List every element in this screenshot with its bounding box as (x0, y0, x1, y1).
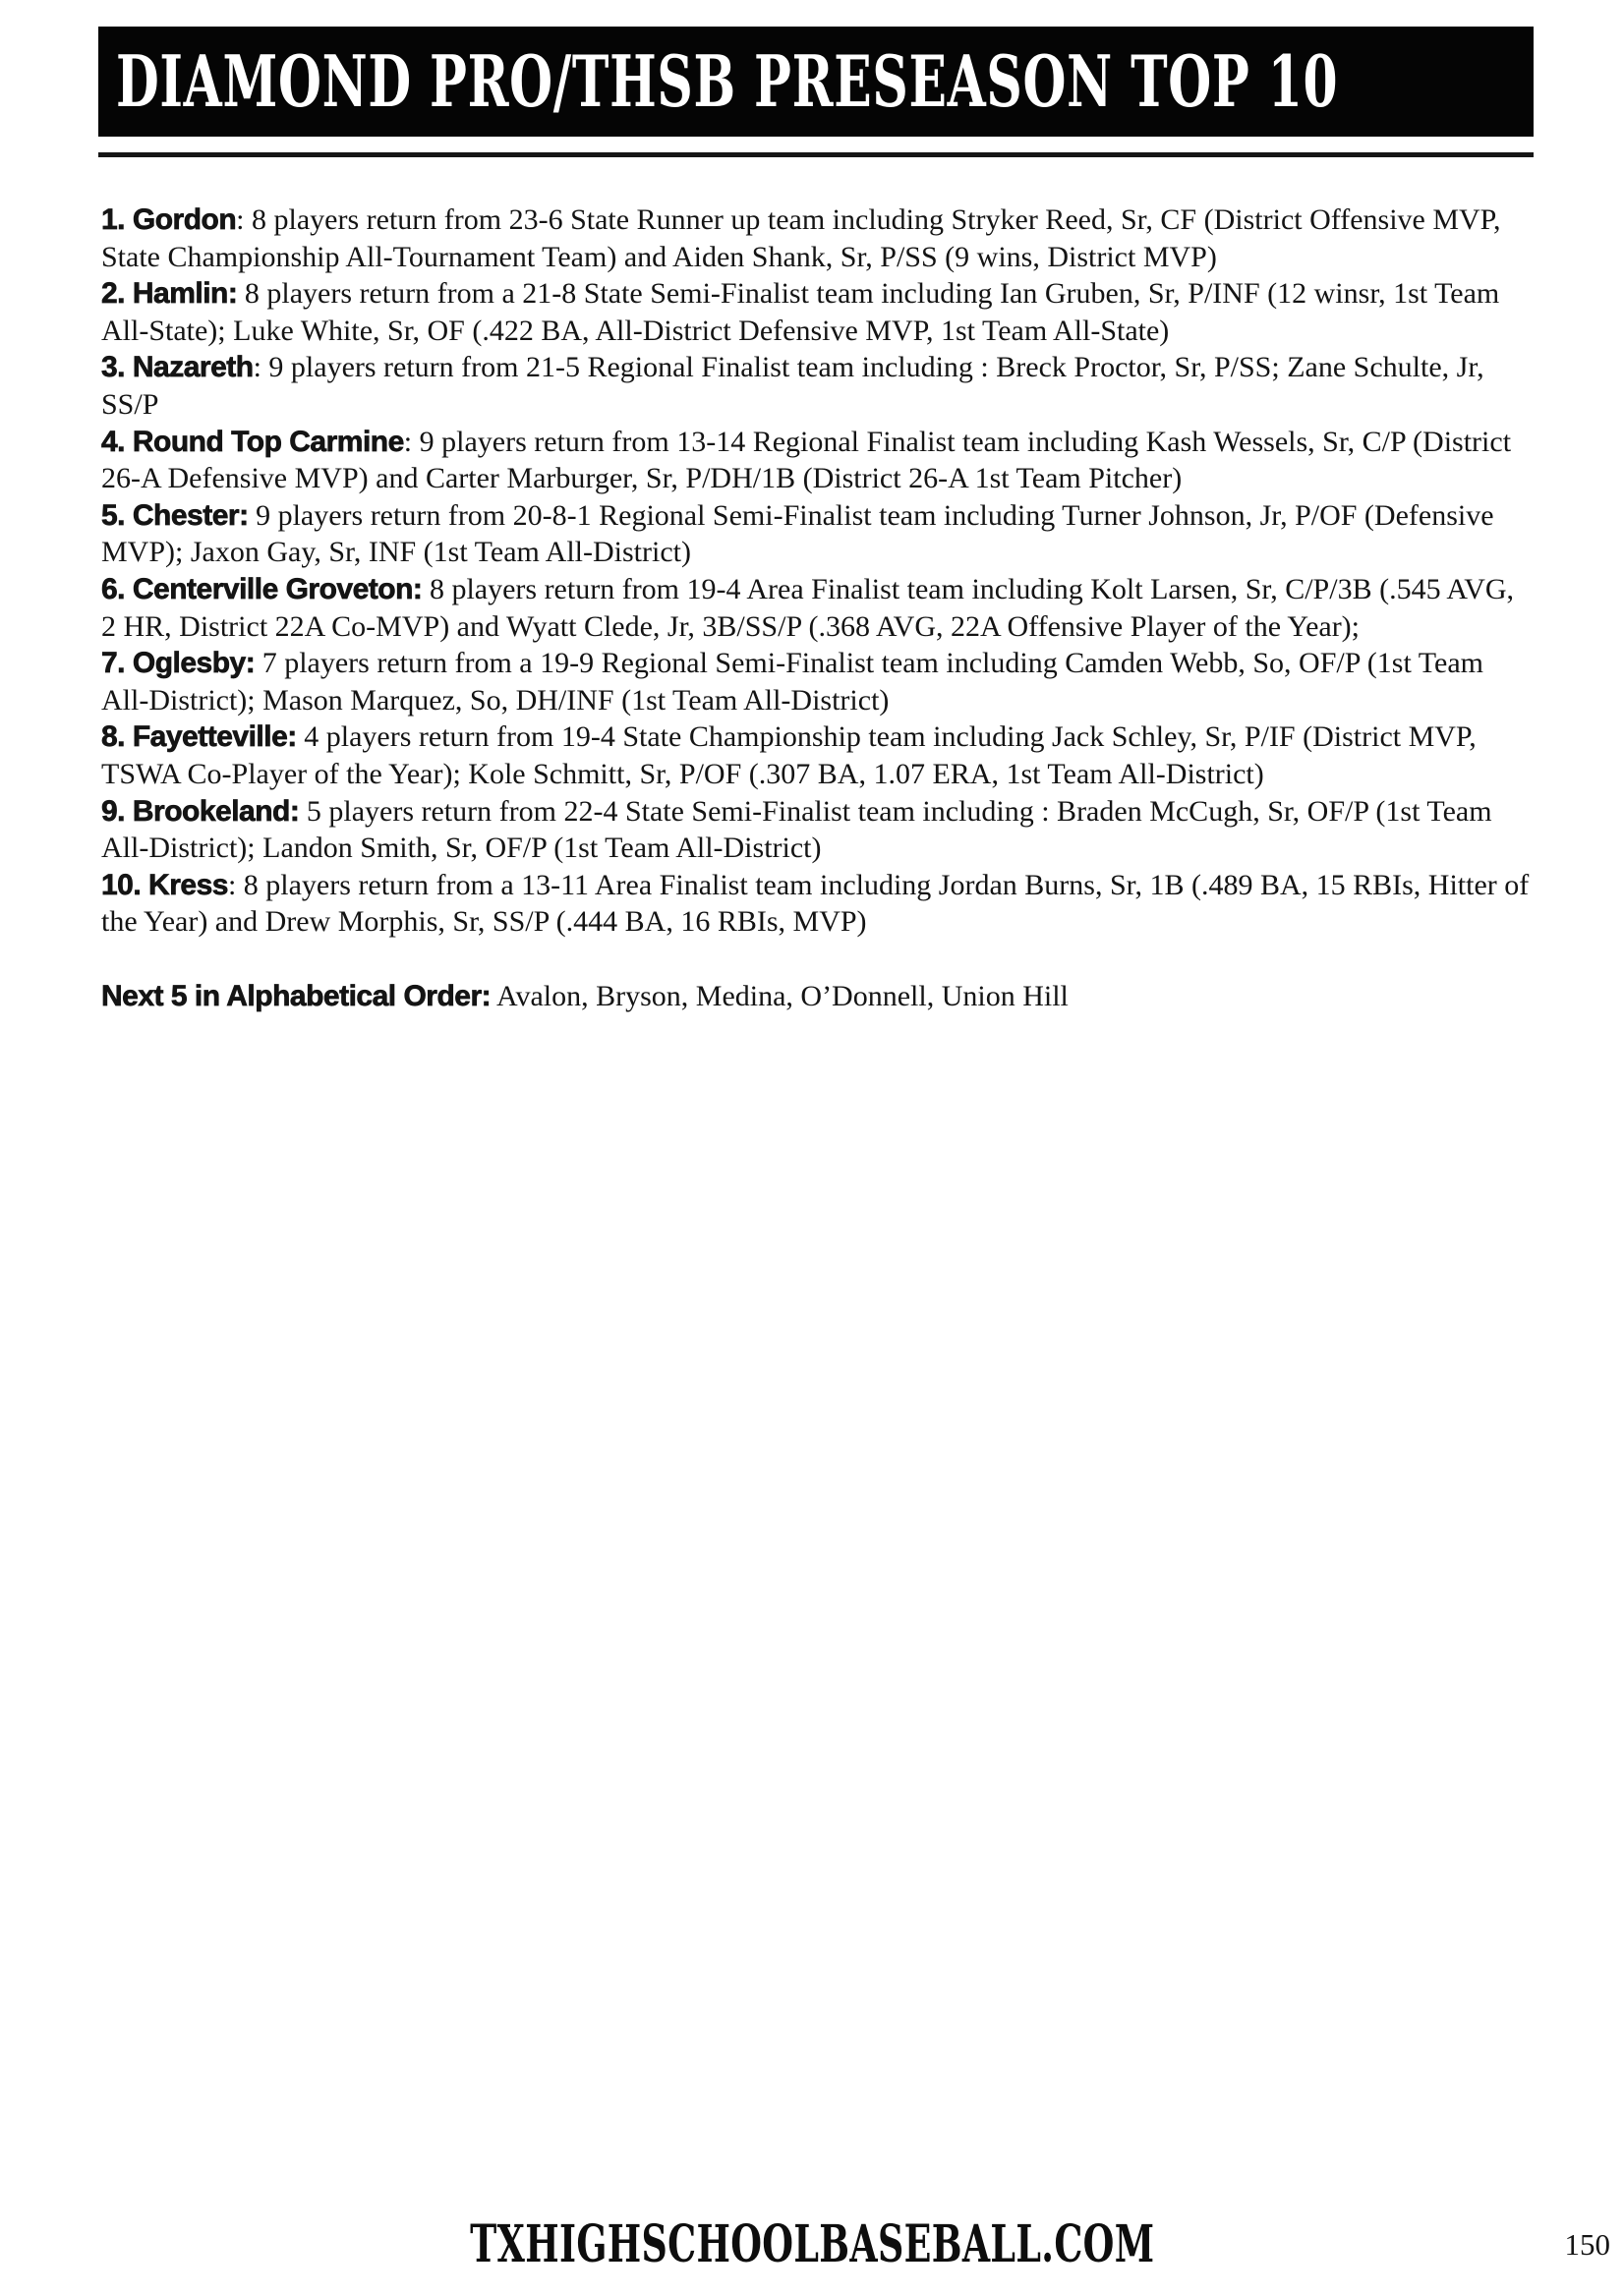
team-label: 10. Kress (101, 868, 228, 901)
ranking-entry (101, 201, 1534, 275)
rankings-list (101, 201, 1534, 1014)
ranking-entry (101, 497, 1534, 571)
next-five-teams: Avalon, Bryson, Medina, O’Donnell, Union Hill (491, 979, 1069, 1012)
entry-text: : 8 players return from a 13-11 Area Finalist team including Jordan Burns, Sr, 1B (.489 BA, 15 RBIs, Hitter of the Year) and Drew Morphis, Sr, SS/P (.444 BA, 16 RBIs, MVP) (101, 868, 1530, 939)
team-label: 9. Brookeland: (101, 794, 300, 828)
entry-text: 5 players return from 22-4 State Semi-Finalist team including : Braden McCugh, Sr, OF/P (1st Team All-District); Landon Smith, Sr, OF/P (1st Team All-District) (101, 794, 1492, 865)
team-label: 6. Centerville Groveton: (101, 572, 423, 605)
header-divider (98, 152, 1534, 157)
ranking-entry (101, 571, 1534, 645)
header-banner (98, 27, 1534, 137)
entry-text: : 9 players return from 21-5 Regional Finalist team including : Breck Proctor, Sr, P/SS; Zane Schulte, Jr, SS/P (101, 351, 1484, 421)
ranking-entry (101, 867, 1534, 941)
team-label: 3. Nazareth (101, 351, 254, 384)
entry-text: 8 players return from a 21-8 State Semi-Finalist team including Ian Gruben, Sr, P/INF (12 winsr, 1st Team All-State); Luke White, Sr, OF (.422 BA, All-District Defensive MVP, 1st Team All-State) (101, 277, 1500, 347)
team-label: 8. Fayetteville: (101, 720, 297, 754)
entry-text: 4 players return from 19-4 State Championship team including Jack Schley, Sr, P/IF (District MVP, TSWA Co-Player of the Year); Kole Schmitt, Sr, P/OF (.307 BA, 1.07 ERA, 1st Team All-District) (101, 720, 1477, 790)
entry-text: 9 players return from 20-8-1 Regional Semi-Finalist team including Turner Johnson, Jr, P/OF (Defensive MVP); Jaxon Gay, Sr, INF (1st Team All-District) (101, 498, 1494, 569)
ranking-entry (101, 424, 1534, 497)
entry-text: 7 players return from a 19-9 Regional Semi-Finalist team including Camden Webb, So, OF/P (1st Team All-District); Mason Marquez, So, DH/INF (1st Team All-District) (101, 647, 1483, 717)
entry-text: : 9 players return from 13-14 Regional Finalist team including Kash Wessels, Sr, C/P (District 26-A Defensive MVP) and Carter Marburger, Sr, P/DH/1B (District 26-A 1st Team Pitcher) (101, 425, 1512, 495)
team-label: 7. Oglesby: (101, 647, 256, 680)
entry-text: 8 players return from 19-4 Area Finalist team including Kolt Larsen, Sr, C/P/3B (.545 AVG, 2 HR, District 22A Co-MVP) and Wyatt Clede, Jr, 3B/SS/P (.368 AVG, 22A Offensive Player of the Year); (101, 572, 1515, 643)
page-number: 150 (1564, 2227, 1610, 2262)
entry-text: : 8 players return from 23-6 State Runner up team including Stryker Reed, Sr, CF (District Offensive MVP, State Championship All-Tournament Team) and Aiden Shank, Sr, P/SS (9 wins, District MVP) (101, 203, 1501, 273)
ranking-entry (101, 718, 1534, 792)
next-five-label: Next 5 in Alphabetical Order: (101, 979, 492, 1012)
team-label: 4. Round Top Carmine (101, 425, 404, 458)
next-five-line (101, 978, 1534, 1015)
team-label: 2. Hamlin: (101, 277, 238, 311)
ranking-entry (101, 349, 1534, 423)
footer-site-name: TXHIGHSCHOOLBASEBALL.COM (469, 2214, 1155, 2274)
team-label: 1. Gordon (101, 203, 237, 236)
ranking-entry (101, 793, 1534, 867)
ranking-entry (101, 645, 1534, 718)
ranking-entry (101, 275, 1534, 349)
team-label: 5. Chester: (101, 498, 249, 532)
page-title: DIAMOND PRO/THSB PRESEASON TOP 10 (116, 39, 1339, 123)
